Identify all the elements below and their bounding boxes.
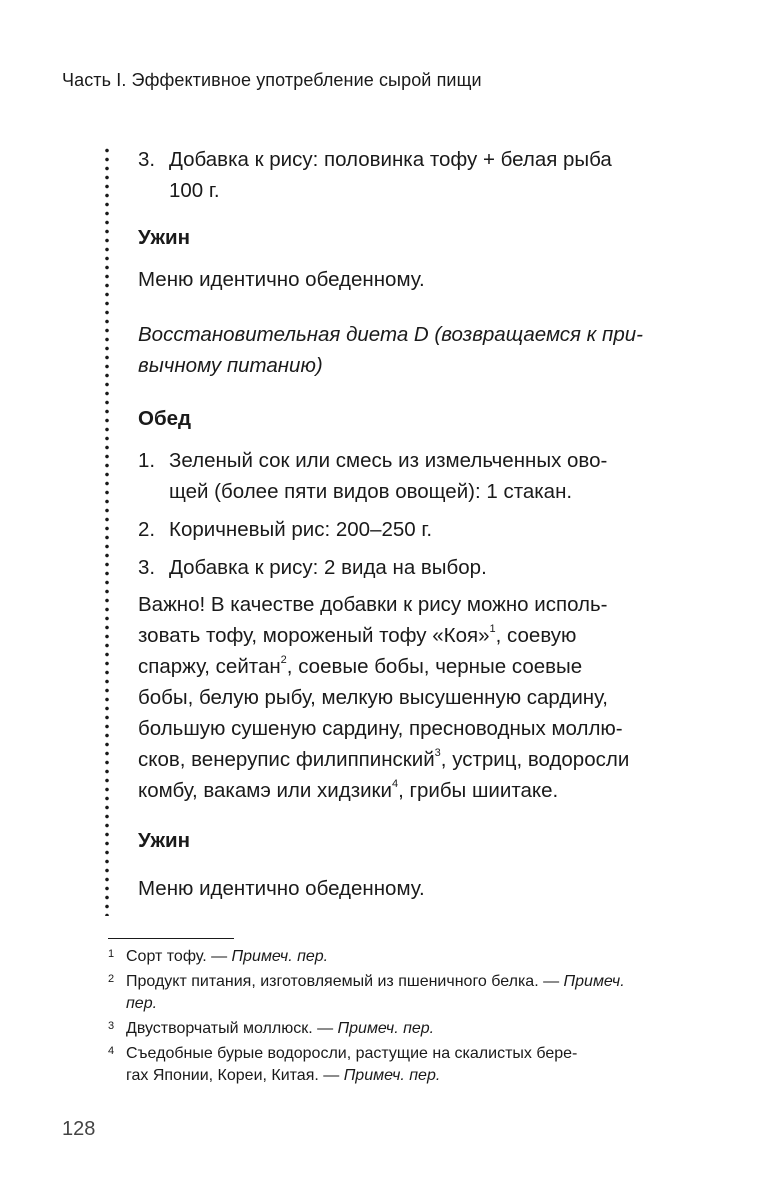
- list-item: 2. Коричневый рис: 200–250 г.: [138, 518, 433, 541]
- footnote-ref: 1: [489, 623, 496, 636]
- page-number: 128: [62, 1118, 96, 1140]
- list-item: 1. Зеленый сок или смесь из измельченных ово- щей (более пяти видов овощей): 1 стакан.: [138, 449, 608, 503]
- footnote-rule: [108, 938, 234, 939]
- list-item: 3. Добавка к рису: 2 вида на выбор.: [138, 556, 487, 579]
- footnotes: [108, 946, 653, 1090]
- diet-title: Восстановительная диета D (возвращаемся к при- вычному питанию): [138, 323, 643, 377]
- list-item: 3. Добавка к рису: половинка тофу + белая рыба 100 г.: [138, 148, 612, 202]
- footnote: 4 Съедобные бурые водоросли, растущие на скалистых бере- гах Японии, Кореи, Китая. — Примеч. пер.: [108, 1045, 578, 1084]
- lunch-heading: Обед: [138, 407, 192, 430]
- footnote: 3 Двустворчатый моллюск. — Примеч. пер.: [108, 1020, 435, 1037]
- footnote: 2 Продукт питания, изготовляемый из пшеничного белка. — Примеч. пер.: [108, 973, 625, 1012]
- dinner-text: Меню идентично обеденному.: [138, 268, 425, 291]
- footnote-ref: 2: [280, 654, 287, 667]
- running-head: Часть I. Эффективное употребление сырой пищи: [62, 70, 482, 90]
- footnote: 1 Сорт тофу. — Примеч. пер.: [108, 948, 329, 965]
- footnote-ref: 4: [391, 778, 399, 791]
- dinner-heading: Ужин: [138, 226, 191, 249]
- important-note: Важно! В качестве добавки к рису можно исполь- зовать тофу, мороженый тофу «Коя»$^1$, соевую спаржу, сейтан$^2$, соевые бобы, черные соевые бобы, белую рыбу, мелкую высушенную сардину, большую сушеную сардину, пресноводных моллю- сков, венерупис филиппинский$^3$, устриц, водоросли комбу, вакамэ или хидзики$^4$, грибы шиитаке.: [138, 593, 630, 802]
- dinner-text: Меню идентично обеденному.: [138, 877, 425, 900]
- footnote-ref: 3: [434, 747, 441, 760]
- dinner-heading: Ужин: [138, 829, 191, 852]
- dotted-border: [104, 146, 110, 916]
- box-content: [138, 146, 652, 904]
- sidebar-box: [104, 146, 664, 916]
